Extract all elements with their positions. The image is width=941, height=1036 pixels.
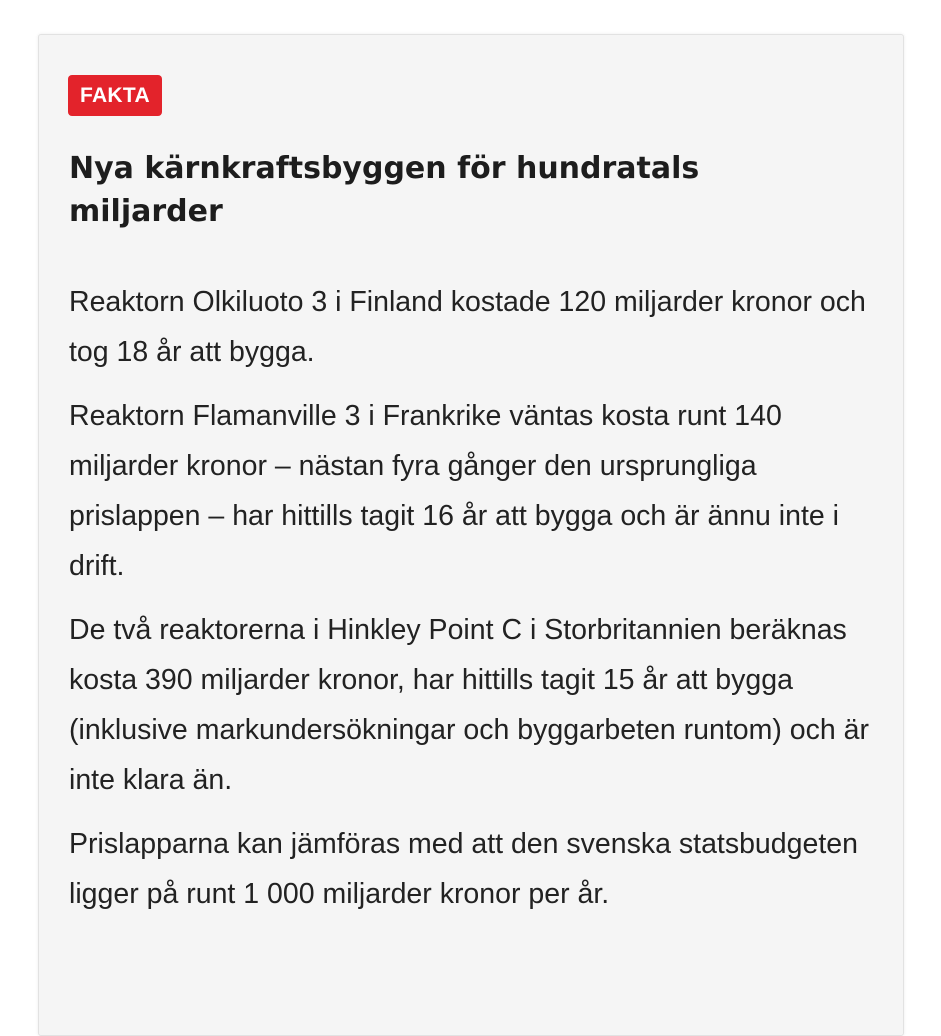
paragraph: De två reaktorerna i Hinkley Point C i Storbritannien beräknas kosta 390 miljarder kronor, har hittills tagit 15 år att bygga (inklusive markundersökningar och byggarbeten runtom) och är inte klara än. [69,614,869,796]
paragraph: Prislapparna kan jämföras med att den svenska statsbudgeten ligger på runt 1 000 miljarder kronor per år. [69,828,858,910]
fakta-badge: FAKTA [68,75,162,116]
fact-body [69,277,869,933]
fact-box [38,34,904,1036]
fact-title: Nya kärnkraftsbyggen för hundratals miljarder [69,151,700,229]
paragraph: Reaktorn Olkiluoto 3 i Finland kostade 120 miljarder kronor och tog 18 år att bygga. [69,286,866,368]
paragraph: Reaktorn Flamanville 3 i Frankrike väntas kosta runt 140 miljarder kronor – nästan fyra gånger den ursprungliga prislappen – har hittills tagit 16 år att bygga och är ännu inte i drift. [69,400,839,582]
